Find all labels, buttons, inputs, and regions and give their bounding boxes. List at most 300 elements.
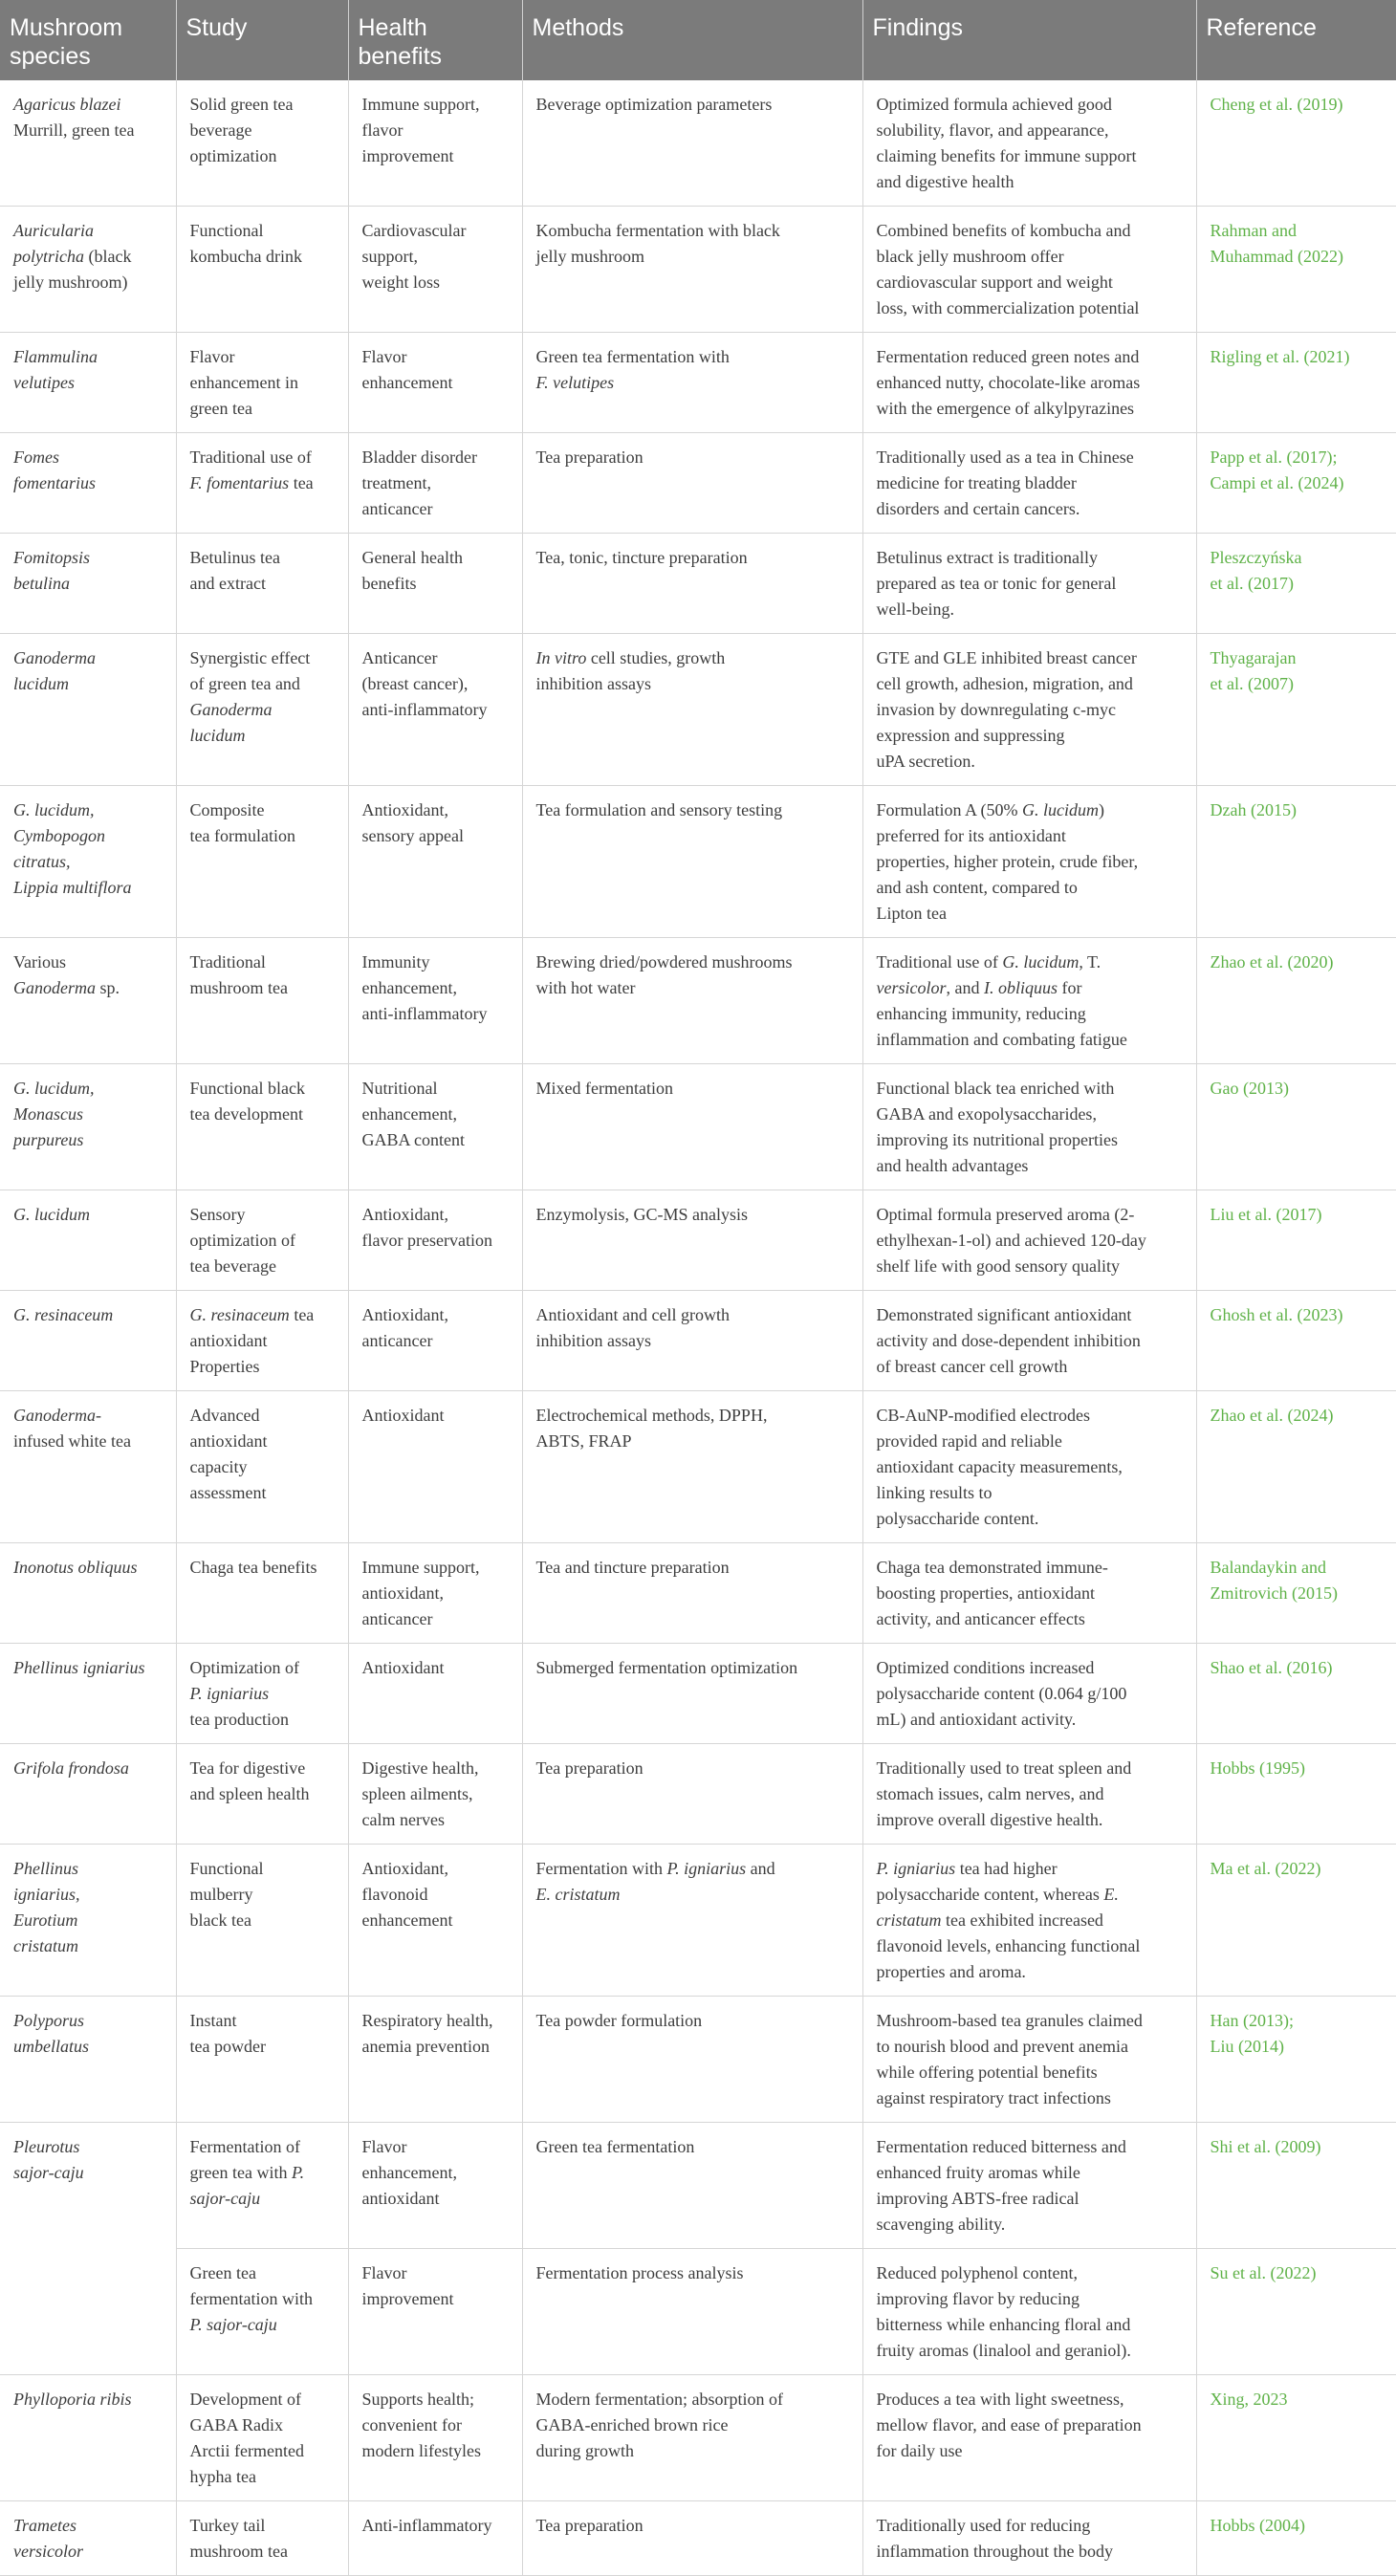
findings-text: fruity aromas (linalool and geraniol). <box>876 2341 1131 2360</box>
findings-line <box>877 118 1183 143</box>
reference-cell <box>1196 1291 1396 1391</box>
methods-text: Tea and tincture preparation <box>535 1558 730 1577</box>
benefits-line <box>362 950 509 975</box>
reference-text: Liu (2014) <box>1210 2037 1284 2056</box>
methods-text: inhibition assays <box>535 1331 651 1350</box>
benefits-cell <box>348 1543 522 1644</box>
header-methods: Methods <box>522 0 862 80</box>
species-line <box>13 470 163 496</box>
reference-cell <box>1196 1543 1396 1644</box>
methods-text: In vitro <box>535 648 587 667</box>
methods-cell <box>522 786 862 938</box>
methods-cell <box>522 1190 862 1291</box>
findings-line <box>877 344 1183 370</box>
reference-line <box>1211 1655 1384 1681</box>
findings-line <box>877 218 1183 244</box>
reference-text: Cheng et al. (2019) <box>1210 95 1343 114</box>
table-row <box>0 1064 1396 1190</box>
species-line <box>13 545 163 571</box>
study-cell <box>176 1391 348 1543</box>
methods-text: Green tea fermentation <box>535 2137 695 2156</box>
methods-line <box>536 1756 849 1781</box>
findings-text: mL) and antioxidant activity. <box>876 1710 1077 1729</box>
study-text: F. fomentarius <box>189 473 290 492</box>
reference-line <box>1211 645 1384 671</box>
findings-text: Optimal formula preserved aroma (2- <box>876 1205 1135 1224</box>
study-text: sajor-caju <box>189 2189 261 2208</box>
study-text: P. sajor-caju <box>189 2315 277 2334</box>
methods-line <box>536 2412 849 2438</box>
findings-text: Chaga tea demonstrated immune- <box>876 1558 1108 1577</box>
benefits-cell <box>348 2249 522 2375</box>
findings-text: Fermentation reduced bitterness and <box>876 2137 1126 2156</box>
benefits-line <box>362 975 509 1001</box>
findings-line <box>877 92 1183 118</box>
species-line <box>13 1429 163 1454</box>
findings-text: P. igniarius <box>876 1859 956 1878</box>
species-text: Auricularia <box>13 221 94 240</box>
header-health-benefits: Health benefits <box>348 0 522 80</box>
findings-line <box>877 1403 1183 1429</box>
table-row <box>0 207 1396 333</box>
findings-text: polysaccharide content, whereas <box>876 1885 1104 1904</box>
study-line <box>190 1908 335 1933</box>
reference-cell <box>1196 1064 1396 1190</box>
findings-cell <box>862 207 1196 333</box>
benefits-line <box>362 370 509 396</box>
findings-text: linking results to <box>876 1483 992 1502</box>
findings-line <box>877 370 1183 396</box>
species-line <box>13 244 163 270</box>
benefits-cell <box>348 1291 522 1391</box>
table-row <box>0 634 1396 786</box>
reference-text: Shi et al. (2009) <box>1210 2137 1321 2156</box>
benefits-line <box>362 1807 509 1833</box>
findings-line <box>877 901 1183 927</box>
methods-line <box>536 218 849 244</box>
findings-cell <box>862 2375 1196 2501</box>
study-text: Arctii fermented <box>189 2441 304 2460</box>
reference-cell <box>1196 2375 1396 2501</box>
reference-line <box>1211 1302 1384 1328</box>
study-text: P. <box>291 2163 305 2182</box>
benefits-text: convenient for <box>361 2415 462 2434</box>
findings-text: and digestive health <box>876 172 1014 191</box>
findings-line <box>877 1202 1183 1228</box>
reference-text: Hobbs (2004) <box>1210 2516 1305 2535</box>
benefits-cell <box>348 1845 522 1997</box>
findings-line <box>877 2387 1183 2412</box>
table-row <box>0 1845 1396 1997</box>
findings-line <box>877 496 1183 522</box>
findings-cell <box>862 534 1196 634</box>
benefits-text: anti-inflammatory <box>361 1004 488 1023</box>
reference-text: Liu et al. (2017) <box>1210 1205 1322 1224</box>
species-line <box>13 344 163 370</box>
species-text: Cymbopogon <box>13 826 105 845</box>
methods-line <box>536 370 849 396</box>
findings-text: , T. <box>1079 952 1102 971</box>
benefits-text: Antioxidant, <box>361 800 448 819</box>
benefits-cell <box>348 938 522 1064</box>
methods-line <box>536 671 849 697</box>
study-text: hypha tea <box>189 2467 256 2486</box>
findings-text: activity and dose-dependent inhibition <box>876 1331 1141 1350</box>
study-text: Functional <box>189 1859 264 1878</box>
findings-line <box>877 1076 1183 1102</box>
study-cell <box>176 2375 348 2501</box>
study-text: beverage <box>189 120 252 140</box>
study-text: Green tea <box>189 2263 256 2282</box>
species-text: citratus, <box>13 852 71 871</box>
benefits-line <box>362 1127 509 1153</box>
study-text: optimization <box>189 146 277 165</box>
findings-line <box>877 597 1183 622</box>
benefits-line <box>362 1908 509 1933</box>
species-text: G. resinaceum <box>13 1305 114 1324</box>
study-text: tea <box>289 473 314 492</box>
reference-line <box>1211 545 1384 571</box>
findings-cell <box>862 1391 1196 1543</box>
findings-text: boosting properties, antioxidant <box>876 1583 1095 1603</box>
study-line <box>190 1681 335 1707</box>
benefits-text: Antioxidant <box>361 1406 445 1425</box>
benefits-text: Cardiovascular <box>361 221 467 240</box>
reference-text: Pleszczyńska <box>1210 548 1302 567</box>
findings-text: scavenging ability. <box>876 2215 1006 2234</box>
study-text: G. resinaceum <box>189 1305 290 1324</box>
findings-text: Lipton tea <box>876 904 947 923</box>
species-text: betulina <box>13 574 70 593</box>
findings-line <box>877 1027 1183 1053</box>
reference-cell <box>1196 80 1396 207</box>
findings-text: , and <box>946 978 984 997</box>
methods-line <box>536 2008 849 2034</box>
reference-text: Su et al. (2022) <box>1210 2263 1317 2282</box>
findings-text: polysaccharide content. <box>876 1509 1039 1528</box>
study-cell <box>176 2249 348 2375</box>
findings-line <box>877 1933 1183 1959</box>
benefits-line <box>362 2186 509 2212</box>
methods-text: Green tea fermentation with <box>535 347 730 366</box>
findings-line <box>877 143 1183 169</box>
study-line <box>190 244 335 270</box>
study-text: Betulinus tea <box>189 548 280 567</box>
study-line <box>190 1882 335 1908</box>
methods-line <box>536 92 849 118</box>
findings-cell <box>862 1997 1196 2123</box>
benefits-line <box>362 1581 509 1606</box>
findings-text: cell growth, adhesion, migration, and <box>876 674 1133 693</box>
benefits-line <box>362 645 509 671</box>
reference-text: Balandaykin and <box>1210 1558 1326 1577</box>
findings-line <box>877 1555 1183 1581</box>
species-line <box>13 1076 163 1102</box>
findings-text: shelf life with good sensory quality <box>876 1256 1120 1276</box>
findings-line <box>877 1882 1183 1908</box>
reference-line <box>1211 1581 1384 1606</box>
species-text: Phellinus igniarius <box>13 1658 145 1677</box>
methods-cell <box>522 1064 862 1190</box>
study-line <box>190 470 335 496</box>
species-line <box>13 1555 163 1581</box>
benefits-text: antioxidant <box>361 2189 440 2208</box>
reference-line <box>1211 1756 1384 1781</box>
benefits-text: enhancement, <box>361 2163 457 2182</box>
findings-line <box>877 1480 1183 1506</box>
methods-text: with hot water <box>535 978 636 997</box>
reference-cell <box>1196 2123 1396 2249</box>
species-line <box>13 218 163 244</box>
reference-text: Campi et al. (2024) <box>1210 473 1344 492</box>
reference-cell <box>1196 1845 1396 1997</box>
findings-cell <box>862 1845 1196 1997</box>
methods-text: during growth <box>535 2441 634 2460</box>
findings-cell <box>862 433 1196 534</box>
study-line <box>190 2513 335 2539</box>
findings-line <box>877 2412 1183 2438</box>
findings-line <box>877 2338 1183 2364</box>
reference-text: Hobbs (1995) <box>1210 1758 1305 1778</box>
findings-text: stomach issues, calm nerves, and <box>876 1784 1104 1803</box>
study-line <box>190 218 335 244</box>
findings-text: Traditionally used as a tea in Chinese <box>876 448 1134 467</box>
reference-cell <box>1196 1190 1396 1291</box>
methods-cell <box>522 634 862 786</box>
study-line <box>190 2134 335 2160</box>
findings-text: G. lucidum <box>1002 952 1080 971</box>
reference-line <box>1211 1403 1384 1429</box>
reference-cell <box>1196 938 1396 1064</box>
benefits-text: flavonoid <box>361 1885 428 1904</box>
findings-text: mellow flavor, and ease of preparation <box>876 2415 1142 2434</box>
species-text: umbellatus <box>13 2037 89 2056</box>
benefits-text: anticancer <box>361 1609 433 1628</box>
methods-line <box>536 1403 849 1429</box>
findings-text: to nourish blood and prevent anemia <box>876 2037 1128 2056</box>
reference-text: Gao (2013) <box>1210 1079 1289 1098</box>
methods-text: GABA-enriched brown rice <box>535 2415 729 2434</box>
findings-text: Reduced polyphenol content, <box>876 2263 1078 2282</box>
findings-text: invasion by downregulating c-myc <box>876 700 1116 719</box>
study-text: and spleen health <box>189 1784 310 1803</box>
findings-line <box>877 2260 1183 2286</box>
reference-text: Muhammad (2022) <box>1210 247 1343 266</box>
findings-text: disorders and certain cancers. <box>876 499 1080 518</box>
study-text: GABA Radix <box>189 2415 284 2434</box>
benefits-text: support, <box>361 247 418 266</box>
study-line <box>190 143 335 169</box>
benefits-line <box>362 1781 509 1807</box>
study-text: Composite <box>189 800 265 819</box>
benefits-line <box>362 2438 509 2464</box>
findings-line <box>877 1302 1183 1328</box>
reference-line <box>1211 92 1384 118</box>
benefits-cell <box>348 1644 522 1744</box>
table-row <box>0 1744 1396 1845</box>
findings-text: tea exhibited increased <box>941 1910 1103 1930</box>
benefits-line <box>362 1856 509 1882</box>
study-text: tea formulation <box>189 826 295 845</box>
species-text: Polyporus <box>13 2011 84 2030</box>
species-line <box>13 849 163 875</box>
species-line <box>13 571 163 597</box>
study-text: and extract <box>189 574 266 593</box>
reference-cell <box>1196 2249 1396 2375</box>
reference-text: Shao et al. (2016) <box>1210 1658 1333 1677</box>
benefits-text: improvement <box>361 146 454 165</box>
findings-line <box>877 671 1183 697</box>
header-study: Study <box>176 0 348 80</box>
methods-line <box>536 950 849 975</box>
species-text: purpureus <box>13 1130 84 1149</box>
methods-line <box>536 1555 849 1581</box>
findings-text: well-being. <box>876 600 954 619</box>
findings-text: Mushroom-based tea granules claimed <box>876 2011 1143 2030</box>
study-line <box>190 1302 335 1328</box>
findings-line <box>877 950 1183 975</box>
benefits-text: Respiratory health, <box>361 2011 493 2030</box>
methods-line <box>536 244 849 270</box>
study-line <box>190 797 335 823</box>
species-text: versicolor <box>13 2542 83 2561</box>
methods-line <box>536 1882 849 1908</box>
findings-cell <box>862 1291 1196 1391</box>
findings-cell <box>862 938 1196 1064</box>
reference-line <box>1211 950 1384 975</box>
findings-text: and health advantages <box>876 1156 1029 1175</box>
study-line <box>190 118 335 143</box>
study-cell <box>176 207 348 333</box>
study-line <box>190 671 335 697</box>
findings-text: enhanced fruity aromas while <box>876 2163 1080 2182</box>
benefits-text: calm nerves <box>361 1810 445 1829</box>
reference-line <box>1211 2008 1384 2034</box>
species-cell <box>0 1190 176 1291</box>
species-text: Agaricus blazei <box>13 95 121 114</box>
study-line <box>190 950 335 975</box>
reference-cell <box>1196 634 1396 786</box>
reference-line <box>1211 445 1384 470</box>
study-cell <box>176 534 348 634</box>
species-line <box>13 1127 163 1153</box>
findings-text: provided rapid and reliable <box>876 1431 1062 1451</box>
methods-line <box>536 1302 849 1328</box>
findings-line <box>877 470 1183 496</box>
benefits-cell <box>348 786 522 938</box>
species-text: Inonotus obliquus <box>13 1558 138 1577</box>
findings-text: Traditionally used to treat spleen and <box>876 1758 1132 1778</box>
species-cell <box>0 1997 176 2123</box>
reference-line <box>1211 218 1384 244</box>
reference-cell <box>1196 1644 1396 1744</box>
findings-text: claiming benefits for immune support <box>876 146 1137 165</box>
table-row <box>0 1997 1396 2123</box>
table-row <box>0 1644 1396 1744</box>
species-text: sp. <box>96 978 120 997</box>
study-line <box>190 1202 335 1228</box>
reference-cell <box>1196 786 1396 938</box>
study-cell <box>176 938 348 1064</box>
benefits-line <box>362 545 509 571</box>
findings-cell <box>862 2249 1196 2375</box>
methods-line <box>536 1202 849 1228</box>
benefits-text: Antioxidant, <box>361 1305 448 1324</box>
methods-cell <box>522 2123 862 2249</box>
findings-line <box>877 1959 1183 1985</box>
methods-text: Tea powder formulation <box>535 2011 703 2030</box>
findings-line <box>877 697 1183 723</box>
species-text: velutipes <box>13 373 75 392</box>
findings-text: for <box>1058 978 1082 997</box>
methods-cell <box>522 2249 862 2375</box>
benefits-text: (breast cancer), <box>361 674 469 693</box>
findings-line <box>877 2513 1183 2539</box>
species-cell <box>0 433 176 534</box>
findings-text: against respiratory tract infections <box>876 2088 1111 2107</box>
reference-line <box>1211 571 1384 597</box>
findings-line <box>877 545 1183 571</box>
species-cell <box>0 1543 176 1644</box>
findings-text: Betulinus extract is traditionally <box>876 548 1098 567</box>
study-line <box>190 92 335 118</box>
species-text: Ganoderma <box>13 978 96 997</box>
species-line <box>13 445 163 470</box>
findings-text: E. <box>1103 1885 1119 1904</box>
benefits-line <box>362 571 509 597</box>
findings-line <box>877 1001 1183 1027</box>
benefits-line <box>362 244 509 270</box>
reference-text: Han (2013); <box>1210 2011 1294 2030</box>
benefits-text: Immunity <box>361 952 430 971</box>
methods-line <box>536 797 849 823</box>
study-line <box>190 396 335 422</box>
study-text: tea production <box>189 1710 289 1729</box>
findings-cell <box>862 634 1196 786</box>
findings-text: Optimized formula achieved good <box>876 95 1112 114</box>
findings-text: and ash content, compared to <box>876 878 1078 897</box>
findings-text: cardiovascular support and weight <box>876 273 1113 292</box>
study-line <box>190 1655 335 1681</box>
methods-cell <box>522 207 862 333</box>
benefits-text: Antioxidant, <box>361 1205 448 1224</box>
findings-cell <box>862 2123 1196 2249</box>
benefits-text: spleen ailments, <box>361 1784 473 1803</box>
findings-text: solubility, flavor, and appearance, <box>876 120 1109 140</box>
benefits-text: Immune support, <box>361 1558 480 1577</box>
findings-line <box>877 849 1183 875</box>
methods-text: Enzymolysis, GC-MS analysis <box>535 1205 749 1224</box>
methods-line <box>536 545 849 571</box>
study-line <box>190 1429 335 1454</box>
reference-line <box>1211 1076 1384 1102</box>
study-line <box>190 645 335 671</box>
benefits-line <box>362 218 509 244</box>
reference-cell <box>1196 207 1396 333</box>
study-text: Chaga tea benefits <box>189 1558 317 1577</box>
species-text: Monascus <box>13 1104 83 1124</box>
study-text: tea development <box>189 1104 303 1124</box>
findings-line <box>877 1328 1183 1354</box>
species-line <box>13 823 163 849</box>
study-line <box>190 1228 335 1254</box>
methods-text: E. cristatum <box>535 1885 621 1904</box>
methods-cell <box>522 1543 862 1644</box>
methods-text: cell studies, growth <box>586 648 726 667</box>
findings-line <box>877 1354 1183 1380</box>
findings-text: bitterness while enhancing floral and <box>876 2315 1131 2334</box>
benefits-text: flavor preservation <box>361 1231 492 1250</box>
